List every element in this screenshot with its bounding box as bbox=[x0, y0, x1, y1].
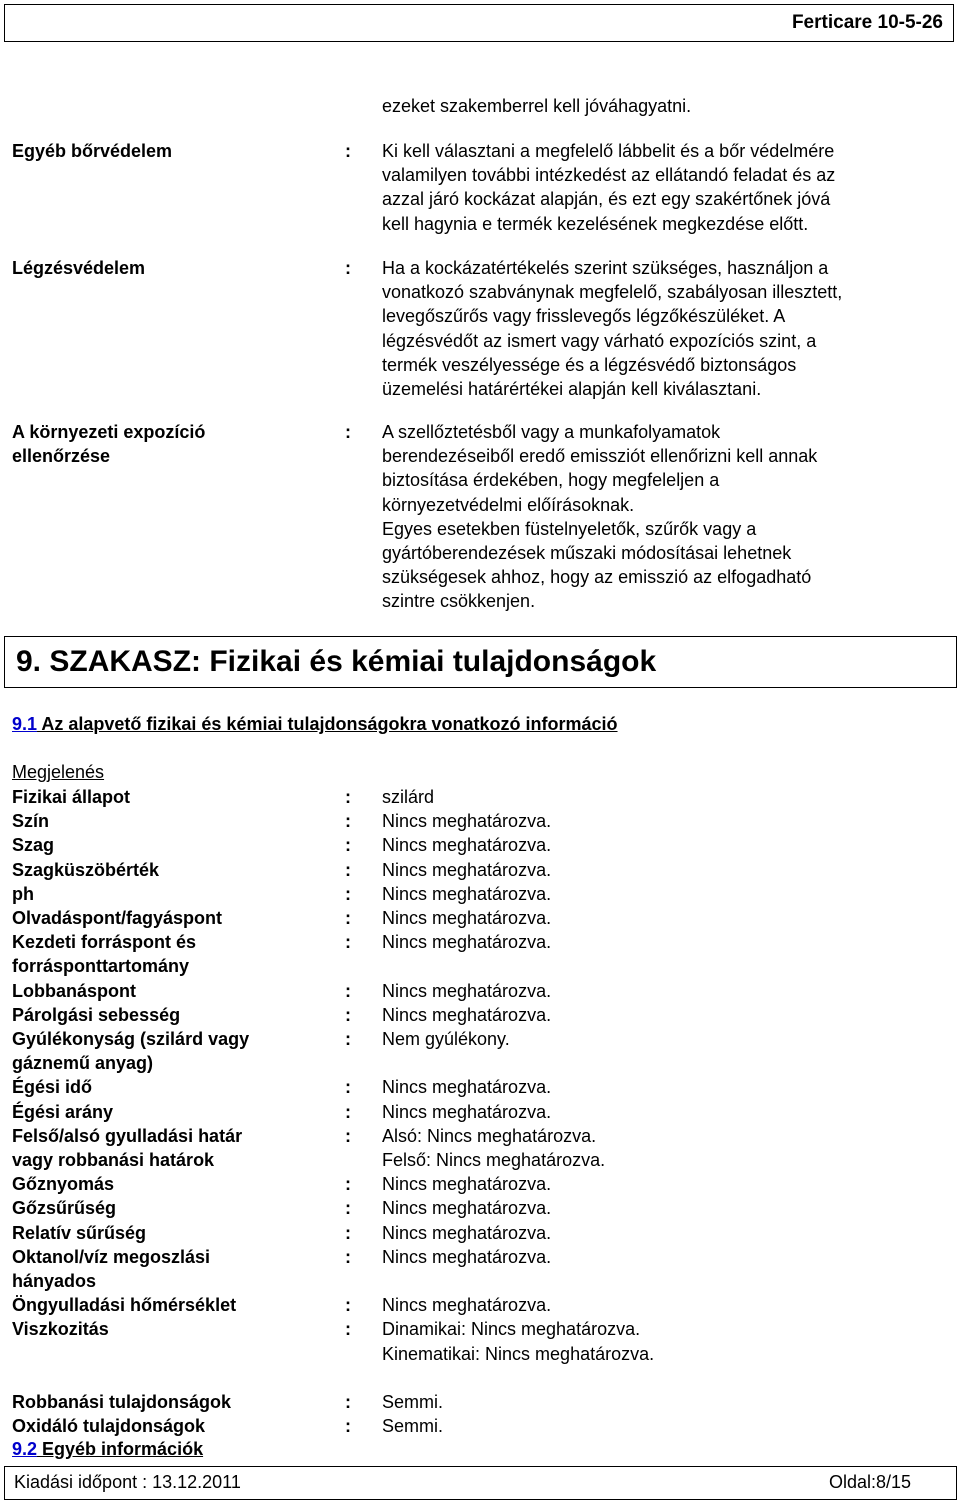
value-line: Nincs meghatározva. bbox=[382, 1077, 552, 1098]
colon: : bbox=[345, 1416, 351, 1437]
property-label bbox=[12, 785, 332, 809]
value-line: Nem gyúlékony. bbox=[382, 1029, 510, 1049]
text-line: levegőszűrős vagy frisslevegős légzőkészüléket. A bbox=[382, 306, 786, 327]
value-line: Alsó: Nincs meghatározva. bbox=[382, 1125, 597, 1146]
label-line: hányados bbox=[12, 1271, 97, 1291]
property-label bbox=[12, 1003, 332, 1027]
respiratory-protection-text bbox=[382, 256, 942, 401]
colon: : bbox=[345, 883, 351, 904]
property-label bbox=[12, 1245, 332, 1293]
text-line: üzemelési határértékei alapján kell kiválasztani. bbox=[382, 379, 762, 400]
text-line: termék veszélyessége és a légzésvédő biztonságos bbox=[382, 354, 797, 375]
label-line: Lobbanáspont bbox=[12, 980, 136, 1001]
text-line: azzal járó kockázat alapján, és ezt egy szakértőnek jóvá bbox=[382, 189, 831, 210]
property-value bbox=[382, 1414, 942, 1438]
subsection-title: Egyéb információk bbox=[37, 1439, 204, 1459]
value-line: Nincs meghatározva. bbox=[382, 932, 552, 953]
property-label bbox=[12, 906, 332, 930]
value-line: Nincs meghatározva. bbox=[382, 1295, 552, 1316]
colon: : bbox=[345, 258, 351, 278]
issue-date: Kiadási időpont : 13.12.2011 bbox=[14, 1472, 241, 1492]
property-label bbox=[12, 930, 332, 978]
property-value bbox=[382, 858, 942, 882]
label-line: Szín bbox=[12, 811, 50, 832]
text-line: valamilyen további intézkedést az ellátandó feladat és az bbox=[382, 165, 836, 186]
value-line: Nincs meghatározva. bbox=[382, 835, 552, 856]
colon: : bbox=[345, 1295, 351, 1316]
label-line: Égési idő bbox=[12, 1077, 93, 1098]
value-line: Nincs meghatározva. bbox=[382, 883, 552, 904]
label-line: Relatív sűrűség bbox=[12, 1222, 147, 1243]
property-label bbox=[12, 1293, 332, 1317]
subsection-number: 9.1 bbox=[12, 714, 38, 734]
colon: : bbox=[345, 932, 351, 953]
property-label bbox=[12, 1027, 332, 1075]
property-label bbox=[12, 1196, 332, 1220]
property-label bbox=[12, 1100, 332, 1124]
value-line: szilárd bbox=[382, 787, 435, 807]
property-label bbox=[12, 1124, 332, 1172]
value-line: Dinamikai: Nincs meghatározva. bbox=[382, 1319, 641, 1340]
colon: : bbox=[345, 835, 351, 856]
property-value bbox=[382, 882, 942, 906]
page-header bbox=[4, 4, 954, 42]
skin-protection-label: Egyéb bőrvédelem bbox=[12, 141, 173, 161]
property-label bbox=[12, 1075, 332, 1099]
label-line: Öngyulladási hőmérséklet bbox=[12, 1295, 237, 1316]
value-line: Nincs meghatározva. bbox=[382, 1198, 552, 1219]
section-9-title: 9. SZAKASZ: Fizikai és kémiai tulajdonságok bbox=[16, 645, 657, 678]
property-value bbox=[382, 1245, 942, 1269]
value-line: Nincs meghatározva. bbox=[382, 1246, 552, 1267]
text-line: berendezéseiből eredő emissziót ellenőrizni kell annak bbox=[382, 446, 818, 467]
colon: : bbox=[345, 1029, 351, 1049]
page-footer bbox=[4, 1466, 957, 1500]
property-value bbox=[382, 809, 942, 833]
label-line: ph bbox=[12, 883, 34, 904]
subsection-title: Az alapvető fizikai és kémiai tulajdonságokra vonatkozó információ bbox=[37, 714, 618, 734]
page-number: Oldal:8/15 bbox=[828, 1472, 911, 1492]
value-line: Nincs meghatározva. bbox=[382, 1222, 552, 1243]
property-label bbox=[12, 979, 332, 1003]
colon: : bbox=[345, 1101, 351, 1122]
text-line: vonatkozó szabványnak megfelelő, szabályosan illesztett, bbox=[382, 282, 843, 303]
label-line: Égési arány bbox=[12, 1101, 114, 1122]
text-line: A szellőztetésből vagy a munkafolyamatok bbox=[382, 422, 721, 442]
value-line: Felső: Nincs meghatározva. bbox=[382, 1150, 606, 1170]
label-line: Olvadáspont/fagyáspont bbox=[12, 908, 223, 928]
subsection-number: 9.2 bbox=[12, 1439, 38, 1459]
value-line: Nincs meghatározva. bbox=[382, 1174, 552, 1195]
label-line: Viszkozitás bbox=[12, 1319, 109, 1340]
property-value bbox=[382, 1172, 942, 1196]
colon: : bbox=[345, 1174, 351, 1195]
property-label bbox=[12, 1317, 332, 1341]
property-value bbox=[382, 1317, 942, 1365]
colon: : bbox=[345, 787, 351, 807]
property-value bbox=[382, 979, 942, 1003]
label-line: Kezdeti forráspont és bbox=[12, 932, 197, 953]
property-value bbox=[382, 1221, 942, 1245]
subsection-9-2-heading bbox=[12, 1437, 203, 1461]
property-value bbox=[382, 785, 942, 809]
label-line: Gőzsűrűség bbox=[12, 1198, 117, 1219]
property-value bbox=[382, 1027, 942, 1051]
appearance-heading: Megjelenés bbox=[12, 762, 105, 782]
property-value bbox=[382, 1196, 942, 1220]
label-line: gáznemű anyag) bbox=[12, 1053, 154, 1074]
colon: : bbox=[345, 1246, 351, 1267]
text-line: szintre csökkenjen. bbox=[382, 591, 536, 612]
colon: : bbox=[345, 1198, 351, 1219]
text-line: légzésvédőt az ismert vagy várható expozíciós szint, a bbox=[382, 330, 817, 351]
property-value bbox=[382, 1390, 942, 1414]
value-line: Nincs meghatározva. bbox=[382, 1004, 552, 1025]
colon: : bbox=[345, 1004, 351, 1025]
value-line: Nincs meghatározva. bbox=[382, 811, 552, 832]
label-line: forrásponttartomány bbox=[12, 956, 190, 977]
label-line: Párolgási sebesség bbox=[12, 1004, 181, 1025]
value-line: Kinematikai: Nincs meghatározva. bbox=[382, 1343, 655, 1364]
property-label bbox=[12, 1414, 332, 1438]
colon: : bbox=[345, 980, 351, 1001]
label-line: A környezeti expozíció bbox=[12, 422, 206, 442]
respiratory-protection-label: Légzésvédelem bbox=[12, 258, 146, 278]
text-line: környezetvédelmi előírásoknak. bbox=[382, 494, 635, 515]
property-value bbox=[382, 906, 942, 930]
section-9-header bbox=[4, 636, 957, 688]
label-line: Oxidáló tulajdonságok bbox=[12, 1416, 206, 1437]
property-label bbox=[12, 809, 332, 833]
property-value bbox=[382, 1293, 942, 1317]
value-line: Nincs meghatározva. bbox=[382, 1101, 552, 1122]
property-label bbox=[12, 1221, 332, 1245]
label-line: Gyúlékonyság (szilárd vagy bbox=[12, 1029, 250, 1049]
property-value bbox=[382, 1003, 942, 1027]
property-value bbox=[382, 1100, 942, 1124]
text-line: biztosítása érdekében, hogy megfeleljen a bbox=[382, 470, 720, 491]
text-line: Ha a kockázatértékelés szerint szükséges, használjon a bbox=[382, 258, 829, 278]
label-line: Fizikai állapot bbox=[12, 787, 131, 807]
colon: : bbox=[345, 141, 351, 161]
colon: : bbox=[345, 908, 351, 928]
text-line: Egyes esetekben füstelnyeletők, szűrők vagy a bbox=[382, 518, 757, 539]
value-line: Nincs meghatározva. bbox=[382, 980, 552, 1001]
colon: : bbox=[345, 859, 351, 880]
colon: : bbox=[345, 1222, 351, 1243]
label-line: Szagküszöbérték bbox=[12, 859, 160, 880]
colon: : bbox=[345, 1077, 351, 1098]
colon: : bbox=[345, 1125, 351, 1146]
colon: : bbox=[345, 1392, 351, 1412]
label-line: Oktanol/víz megoszlási bbox=[12, 1246, 211, 1267]
subsection-9-1-heading bbox=[12, 712, 618, 736]
label-line: Gőznyomás bbox=[12, 1174, 115, 1195]
value-line: Nincs meghatározva. bbox=[382, 908, 552, 928]
property-value bbox=[382, 1075, 942, 1099]
text-line: kell hagynia e termék kezelésének megkezdése előtt. bbox=[382, 213, 809, 234]
text-line: gyártóberendezések műszaki módosításai lehetnek bbox=[382, 543, 792, 564]
property-value bbox=[382, 1124, 942, 1172]
value-line: Semmi. bbox=[382, 1392, 444, 1412]
label-line: Robbanási tulajdonságok bbox=[12, 1392, 232, 1412]
label-line: ellenőrzése bbox=[12, 446, 111, 467]
label-line: vagy robbanási határok bbox=[12, 1150, 215, 1170]
property-value bbox=[382, 930, 942, 954]
colon: : bbox=[345, 1319, 351, 1340]
text-line: Ki kell választani a megfelelő lábbelit és a bőr védelmére bbox=[382, 141, 835, 161]
text-line: szükségesek ahhoz, hogy az emisszió az elfogadható bbox=[382, 567, 812, 588]
skin-protection-text bbox=[382, 139, 942, 236]
property-label bbox=[12, 882, 332, 906]
property-value bbox=[382, 833, 942, 857]
property-label bbox=[12, 833, 332, 857]
environmental-exposure-text bbox=[382, 420, 942, 614]
property-label bbox=[12, 1172, 332, 1196]
colon: : bbox=[345, 422, 351, 442]
property-label bbox=[12, 1390, 332, 1414]
label-line: Szag bbox=[12, 835, 55, 856]
document-title: Ferticare 10-5-26 bbox=[791, 12, 943, 33]
colon: : bbox=[345, 811, 351, 832]
value-line: Nincs meghatározva. bbox=[382, 859, 552, 880]
property-label bbox=[12, 858, 332, 882]
continuation-text: ezeket szakemberrel kell jóváhagyatni. bbox=[382, 96, 692, 116]
label-line: Felső/alsó gyulladási határ bbox=[12, 1125, 243, 1146]
environmental-exposure-label bbox=[12, 420, 332, 468]
value-line: Semmi. bbox=[382, 1416, 444, 1437]
